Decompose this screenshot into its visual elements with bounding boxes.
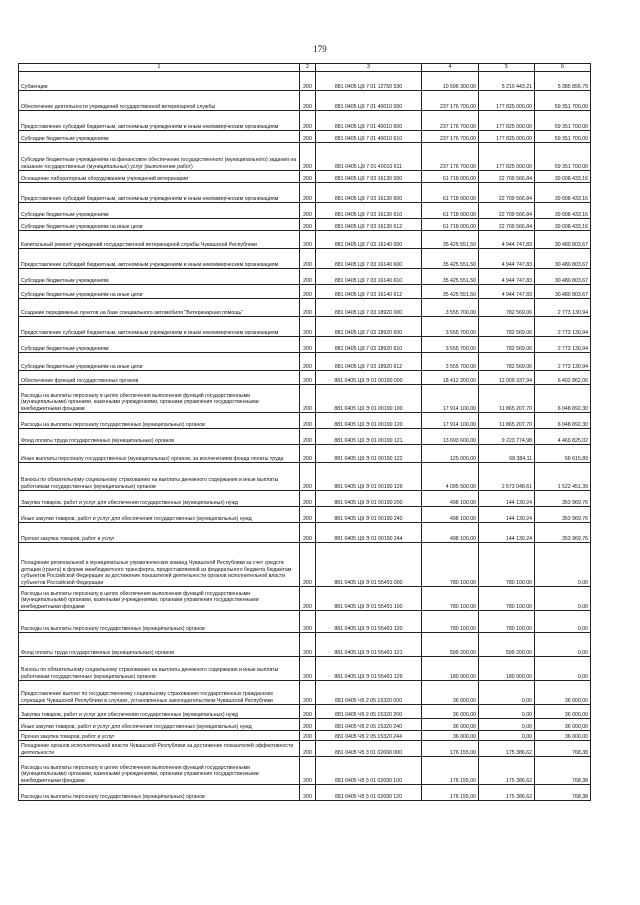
row-section-cell: 200: [300, 299, 316, 317]
row-executed-cell: 11 865 207,70: [479, 385, 535, 413]
row-code-cell: 881 0405 Ц9 Э 01 00190 244: [316, 523, 422, 543]
table-row: [19, 705, 591, 719]
row-executed-cell: 4 944 747,83: [479, 269, 535, 285]
row-name-cell: Иные закупки товаров, работ и услуг для обеспечения государственных (муниципальных) нужд: [19, 719, 300, 731]
table-row: [19, 757, 591, 785]
row-plan-cell: 237 176 700,00: [422, 131, 479, 143]
row-plan-cell: 498 100,00: [422, 523, 479, 543]
row-section-cell: 200: [300, 463, 316, 491]
row-remainder-cell: 59 351 700,00: [535, 91, 591, 111]
row-code-cell: 881 0405 Ц9 7 03 16130 610: [316, 203, 422, 219]
row-section-cell: 200: [300, 611, 316, 633]
row-remainder-cell: 30 480 803,67: [535, 231, 591, 249]
column-header: 5: [479, 64, 535, 72]
row-remainder-cell: 2 773 130,94: [535, 353, 591, 371]
row-plan-cell: 3 555 700,00: [422, 353, 479, 371]
row-name-cell: Фонд оплаты труда государственных (муниципальных) органов: [19, 633, 300, 657]
column-header: 1: [19, 64, 300, 72]
row-section-cell: 200: [300, 143, 316, 171]
row-code-cell: 881 0405 Ц9 Э 01 55491 120: [316, 611, 422, 633]
row-executed-cell: 782 569,06: [479, 317, 535, 337]
table-row: [19, 445, 591, 463]
row-remainder-cell: 36 000,00: [535, 719, 591, 731]
row-executed-cell: 780 100,00: [479, 543, 535, 587]
table-row: [19, 785, 591, 801]
row-remainder-cell: 2 773 130,94: [535, 337, 591, 353]
row-remainder-cell: 36 000,00: [535, 731, 591, 741]
row-remainder-cell: 353 969,76: [535, 491, 591, 507]
row-executed-cell: 4 944 747,83: [479, 249, 535, 269]
row-remainder-cell: 0,00: [535, 543, 591, 587]
row-remainder-cell: 59 351 700,00: [535, 111, 591, 131]
table-row: [19, 111, 591, 131]
row-plan-cell: 180 900,00: [422, 657, 479, 681]
row-plan-cell: 17 914 100,00: [422, 413, 479, 429]
row-plan-cell: 61 718 000,00: [422, 171, 479, 183]
row-plan-cell: 13 693 600,00: [422, 429, 479, 445]
row-executed-cell: 11 865 207,70: [479, 413, 535, 429]
row-remainder-cell: 0,00: [535, 657, 591, 681]
table-row: [19, 203, 591, 219]
row-remainder-cell: 1 522 451,39: [535, 463, 591, 491]
row-executed-cell: 22 709 566,84: [479, 219, 535, 231]
row-plan-cell: 36 000,00: [422, 719, 479, 731]
table-row: [19, 269, 591, 285]
row-code-cell: 881 0405 Ц9 Э 01 55491 121: [316, 633, 422, 657]
row-code-cell: 881 0405 Ц9 7 03 16140 000: [316, 231, 422, 249]
row-code-cell: 881 0405 Ц9 7 01 12750 530: [316, 72, 422, 91]
table-row: [19, 633, 591, 657]
row-remainder-cell: 30 480 803,67: [535, 249, 591, 269]
row-executed-cell: 0,00: [479, 681, 535, 705]
row-code-cell: 881 0405 Ц9 Э 01 00190 240: [316, 507, 422, 523]
row-plan-cell: 176 155,00: [422, 785, 479, 801]
row-executed-cell: 177 825 000,00: [479, 91, 535, 111]
row-code-cell: 881 0405 Ц9 Э 01 00190 129: [316, 463, 422, 491]
row-executed-cell: 68 384,11: [479, 445, 535, 463]
row-executed-cell: 780 100,00: [479, 587, 535, 611]
row-code-cell: 881 0405 Ц9 7 03 16130 612: [316, 219, 422, 231]
table-row: [19, 657, 591, 681]
row-code-cell: 881 0405 Ц9 7 03 18920 000: [316, 299, 422, 317]
row-remainder-cell: 36 000,00: [535, 681, 591, 705]
row-remainder-cell: 353 969,76: [535, 507, 591, 523]
table-row: [19, 183, 591, 203]
row-section-cell: 200: [300, 231, 316, 249]
row-name-cell: Расходы на выплаты персоналу в целях обеспечения выполнения функций государственными (муниципальными) органами, казенными учреждениями, органами управления государственными внебюджетными фондами: [19, 757, 300, 785]
row-remainder-cell: 768,38: [535, 741, 591, 757]
row-remainder-cell: 59 351 700,00: [535, 143, 591, 171]
row-remainder-cell: 39 008 433,16: [535, 171, 591, 183]
row-code-cell: 881 0405 Ц9 7 03 16140 600: [316, 249, 422, 269]
row-section-cell: 200: [300, 385, 316, 413]
row-remainder-cell: 39 008 433,16: [535, 219, 591, 231]
row-section-cell: 200: [300, 445, 316, 463]
row-name-cell: Создание передвижных пунктов на базе специального автомобиля "Ветеринарная помощь": [19, 299, 300, 317]
row-executed-cell: 177 825 000,00: [479, 131, 535, 143]
row-executed-cell: 144 130,24: [479, 507, 535, 523]
table-row: [19, 429, 591, 445]
row-code-cell: 881 0405 Ц9 Э 01 00190 122: [316, 445, 422, 463]
row-remainder-cell: 56 615,89: [535, 445, 591, 463]
row-name-cell: Закупка товаров, работ и услуг для обеспечения государственных (муниципальных) нужд: [19, 705, 300, 719]
row-section-cell: 200: [300, 72, 316, 91]
row-section-cell: 200: [300, 317, 316, 337]
table-row: [19, 463, 591, 491]
table-row: [19, 491, 591, 507]
row-name-cell: Субсидии бюджетным учреждениям: [19, 337, 300, 353]
row-section-cell: 200: [300, 681, 316, 705]
row-plan-cell: 780 100,00: [422, 611, 479, 633]
row-plan-cell: 3 555 700,00: [422, 317, 479, 337]
row-code-cell: 881 0405 Ц9 Э 01 00190 100: [316, 385, 422, 413]
row-section-cell: 200: [300, 171, 316, 183]
column-header: 2: [300, 64, 316, 72]
row-name-cell: Субсидии бюджетным учреждениям: [19, 269, 300, 285]
row-plan-cell: 780 100,00: [422, 587, 479, 611]
table-row: [19, 299, 591, 317]
table-row: [19, 249, 591, 269]
row-code-cell: 881 0405 Ц9 7 01 40010 000: [316, 91, 422, 111]
row-code-cell: 881 0405 Ц9 7 03 16140 610: [316, 269, 422, 285]
row-plan-cell: 17 914 100,00: [422, 385, 479, 413]
table-row: [19, 385, 591, 413]
row-name-cell: Фонд оплаты труда государственных (муниципальных) органов: [19, 429, 300, 445]
row-code-cell: 881 0405 Ч5 3 01 02690 120: [316, 785, 422, 801]
row-section-cell: 200: [300, 249, 316, 269]
row-name-cell: Иные выплаты персоналу государственных (муниципальных) органов, за исключением фонда оплаты труда: [19, 445, 300, 463]
row-executed-cell: 782 569,06: [479, 337, 535, 353]
table-row: [19, 231, 591, 249]
table-row: [19, 371, 591, 385]
row-plan-cell: 35 425 551,50: [422, 269, 479, 285]
row-code-cell: 881 0405 Ц9 7 03 16130 600: [316, 183, 422, 203]
row-section-cell: 200: [300, 657, 316, 681]
row-executed-cell: 782 569,06: [479, 299, 535, 317]
row-section-cell: 200: [300, 587, 316, 611]
row-section-cell: 200: [300, 719, 316, 731]
row-section-cell: 200: [300, 371, 316, 385]
row-section-cell: 200: [300, 337, 316, 353]
row-section-cell: 200: [300, 785, 316, 801]
table-row: [19, 337, 591, 353]
row-plan-cell: 237 176 700,00: [422, 143, 479, 171]
row-code-cell: 881 0405 Ц9 Э 01 00190 200: [316, 491, 422, 507]
row-code-cell: 881 0405 Ц9 Э 01 55491 100: [316, 587, 422, 611]
row-section-cell: 200: [300, 491, 316, 507]
row-executed-cell: 175 386,62: [479, 741, 535, 757]
table-row: [19, 523, 591, 543]
row-name-cell: Предоставление субсидий бюджетным, автономным учреждениям и иным некоммерческим организациям: [19, 317, 300, 337]
row-executed-cell: 0,00: [479, 731, 535, 741]
row-executed-cell: 9 223 774,98: [479, 429, 535, 445]
row-executed-cell: 22 709 566,84: [479, 203, 535, 219]
row-remainder-cell: 4 469 825,02: [535, 429, 591, 445]
row-plan-cell: 35 425 551,50: [422, 231, 479, 249]
row-code-cell: 881 0405 Ц9 7 03 16140 612: [316, 285, 422, 299]
row-section-cell: 200: [300, 183, 316, 203]
table-row: [19, 587, 591, 611]
row-remainder-cell: 39 008 433,16: [535, 203, 591, 219]
row-name-cell: Субсидии бюджетным учреждениям: [19, 131, 300, 143]
row-name-cell: Поощрение региональной и муниципальных управленческих команд Чувашской Республики за счет средств дотации (гранта) в форме межбюджетного трансферта, предоставляемой из федерального бюджета бюджетам субъектов Российской Федерации за достижение показателей деятельности органов исполнительной власти субъектов Российской Федерации: [19, 543, 300, 587]
row-executed-cell: 4 944 747,83: [479, 231, 535, 249]
row-executed-cell: 782 569,06: [479, 353, 535, 371]
row-section-cell: 200: [300, 633, 316, 657]
row-remainder-cell: 0,00: [535, 587, 591, 611]
table-row: [19, 353, 591, 371]
table-row: [19, 731, 591, 741]
row-remainder-cell: 0,00: [535, 611, 591, 633]
row-section-cell: 200: [300, 523, 316, 543]
row-name-cell: Предоставление субсидий бюджетным, автономным учреждениям и иным некоммерческим организациям: [19, 111, 300, 131]
row-remainder-cell: 6 048 892,30: [535, 385, 591, 413]
row-remainder-cell: 2 773 130,94: [535, 299, 591, 317]
row-name-cell: Закупка товаров, работ и услуг для обеспечения государственных (муниципальных) нужд: [19, 491, 300, 507]
table-row: [19, 543, 591, 587]
row-plan-cell: 61 718 000,00: [422, 203, 479, 219]
row-plan-cell: 36 000,00: [422, 731, 479, 741]
row-code-cell: 881 0405 Ч5 2 05 15320 200: [316, 705, 422, 719]
row-code-cell: 881 0405 Ч5 3 01 02690 000: [316, 741, 422, 757]
row-executed-cell: 144 130,24: [479, 523, 535, 543]
row-code-cell: 881 0405 Ц9 7 03 18920 612: [316, 353, 422, 371]
row-plan-cell: 36 000,00: [422, 705, 479, 719]
row-plan-cell: 176 155,00: [422, 741, 479, 757]
row-section-cell: 200: [300, 269, 316, 285]
row-executed-cell: 0,00: [479, 705, 535, 719]
row-code-cell: 881 0405 Ц9 7 03 18920 610: [316, 337, 422, 353]
row-name-cell: Расходы на выплаты персоналу государственных (муниципальных) органов: [19, 785, 300, 801]
row-section-cell: 200: [300, 91, 316, 111]
row-code-cell: 881 0405 Ц9 Э 01 00190 121: [316, 429, 422, 445]
row-name-cell: Субсидии бюджетным учреждениям на иные цели: [19, 285, 300, 299]
row-remainder-cell: 6 048 892,30: [535, 413, 591, 429]
table-header-row: [19, 64, 591, 72]
row-code-cell: 881 0405 Ч5 2 05 15320 240: [316, 719, 422, 731]
row-executed-cell: 0,00: [479, 719, 535, 731]
row-section-cell: 200: [300, 731, 316, 741]
row-remainder-cell: 30 480 803,67: [535, 269, 591, 285]
row-section-cell: 200: [300, 285, 316, 299]
row-remainder-cell: 39 008 433,16: [535, 183, 591, 203]
row-code-cell: 881 0405 Ц9 7 01 40010 611: [316, 143, 422, 171]
table-row: [19, 507, 591, 523]
row-code-cell: 881 0405 Ц9 Э 01 55491 129: [316, 657, 422, 681]
row-plan-cell: 498 100,00: [422, 507, 479, 523]
row-executed-cell: 177 825 000,00: [479, 111, 535, 131]
row-executed-cell: 2 573 048,61: [479, 463, 535, 491]
row-name-cell: Прочая закупка товаров, работ и услуг: [19, 523, 300, 543]
row-plan-cell: 3 555 700,00: [422, 337, 479, 353]
row-name-cell: Взносы по обязательному социальному страхованию на выплаты денежного содержания и иные выплаты работникам государственных (муниципальных) органов: [19, 463, 300, 491]
row-plan-cell: 18 412 200,00: [422, 371, 479, 385]
row-plan-cell: 237 176 700,00: [422, 111, 479, 131]
table-row: [19, 681, 591, 705]
column-header: 4: [422, 64, 479, 72]
row-plan-cell: 176 155,00: [422, 757, 479, 785]
row-code-cell: 881 0405 Ч5 2 05 15320 244: [316, 731, 422, 741]
table-row: [19, 317, 591, 337]
row-executed-cell: 599 200,00: [479, 633, 535, 657]
table-row: [19, 91, 591, 111]
row-section-cell: 200: [300, 353, 316, 371]
row-executed-cell: 4 944 747,83: [479, 285, 535, 299]
row-name-cell: Субсидии бюджетным учреждениям на финансовое обеспечение государственного (муниципального) задания на оказание государственных (муниципальных) услуг (выполнение работ): [19, 143, 300, 171]
row-plan-cell: 3 555 700,00: [422, 299, 479, 317]
budget-table: [18, 63, 591, 801]
row-section-cell: 200: [300, 543, 316, 587]
row-executed-cell: 780 100,00: [479, 611, 535, 633]
row-plan-cell: 36 000,00: [422, 681, 479, 705]
table-row: [19, 131, 591, 143]
row-plan-cell: 599 200,00: [422, 633, 479, 657]
row-remainder-cell: 768,38: [535, 785, 591, 801]
row-code-cell: 881 0405 Ц9 7 03 18920 600: [316, 317, 422, 337]
row-code-cell: 881 0405 Ц9 7 03 16130 000: [316, 171, 422, 183]
table-row: [19, 611, 591, 633]
row-name-cell: Субсидии бюджетным учреждениям: [19, 203, 300, 219]
row-section-cell: 200: [300, 507, 316, 523]
row-remainder-cell: 5 385 856,79: [535, 72, 591, 91]
row-name-cell: Расходы на выплаты персоналу в целях обеспечения выполнения функций государственными (муниципальными) органами, казенными учреждениями, органами управления государственными внебюджетными фондами: [19, 587, 300, 611]
row-name-cell: Оснащение лабораторным оборудованием учреждений ветеринарии: [19, 171, 300, 183]
table-row: [19, 171, 591, 183]
row-plan-cell: 498 100,00: [422, 491, 479, 507]
row-executed-cell: 175 386,62: [479, 757, 535, 785]
row-code-cell: 881 0405 Ч5 3 01 02690 100: [316, 757, 422, 785]
row-section-cell: 200: [300, 757, 316, 785]
row-section-cell: 200: [300, 131, 316, 143]
row-plan-cell: 61 718 000,00: [422, 183, 479, 203]
row-executed-cell: 22 709 566,84: [479, 171, 535, 183]
table-row: [19, 143, 591, 171]
row-name-cell: Прочая закупка товаров, работ и услуг: [19, 731, 300, 741]
column-header: 6: [535, 64, 591, 72]
row-executed-cell: 12 009 337,94: [479, 371, 535, 385]
row-remainder-cell: 353 969,76: [535, 523, 591, 543]
row-name-cell: Капитальный ремонт учреждений государственной ветеринарной службы Чувашской Республики: [19, 231, 300, 249]
row-name-cell: Предоставление выплат по государственному социальному страхованию государственных гражданских служащих Чувашской Республики в случаях, установленных законодательством Чувашской Республики: [19, 681, 300, 705]
row-remainder-cell: 30 480 803,67: [535, 285, 591, 299]
row-remainder-cell: 59 351 700,00: [535, 131, 591, 143]
row-executed-cell: 144 130,24: [479, 491, 535, 507]
row-code-cell: 881 0405 Ц9 7 01 40010 600: [316, 111, 422, 131]
table-row: [19, 719, 591, 731]
row-name-cell: Обеспечение деятельности учреждений государственной ветеринарной службы: [19, 91, 300, 111]
row-code-cell: 881 0405 Ц9 7 01 40010 610: [316, 131, 422, 143]
row-section-cell: 200: [300, 705, 316, 719]
row-executed-cell: 22 709 566,84: [479, 183, 535, 203]
table-row: [19, 413, 591, 429]
row-name-cell: Обеспечение функций государственных органов: [19, 371, 300, 385]
row-plan-cell: 4 095 500,00: [422, 463, 479, 491]
row-section-cell: 200: [300, 741, 316, 757]
row-remainder-cell: 6 402 862,06: [535, 371, 591, 385]
row-remainder-cell: 36 000,00: [535, 705, 591, 719]
row-name-cell: Расходы на выплаты персоналу в целях обеспечения выполнения функций государственными (муниципальными) органами, казенными учреждениями, органами управления государственными внебюджетными фондами: [19, 385, 300, 413]
row-code-cell: 881 0405 Ц9 Э 01 00190 000: [316, 371, 422, 385]
column-header: 3: [316, 64, 422, 72]
row-section-cell: 200: [300, 111, 316, 131]
row-name-cell: Субсидии бюджетным учреждениям на иные цели: [19, 219, 300, 231]
row-plan-cell: 35 425 551,50: [422, 285, 479, 299]
row-remainder-cell: 768,38: [535, 757, 591, 785]
row-code-cell: 881 0405 Ц9 Э 01 00190 120: [316, 413, 422, 429]
row-executed-cell: 5 210 443,21: [479, 72, 535, 91]
row-section-cell: 200: [300, 429, 316, 445]
row-name-cell: Субвенции: [19, 72, 300, 91]
row-name-cell: Расходы на выплаты персоналу государственных (муниципальных) органов: [19, 413, 300, 429]
row-section-cell: 200: [300, 203, 316, 219]
row-plan-cell: 237 176 700,00: [422, 91, 479, 111]
row-plan-cell: 35 425 551,50: [422, 249, 479, 269]
table-row: [19, 285, 591, 299]
row-plan-cell: 125 000,00: [422, 445, 479, 463]
row-executed-cell: 177 825 000,00: [479, 143, 535, 171]
table-row: [19, 72, 591, 91]
row-code-cell: 881 0405 Ц9 Э 01 55491 000: [316, 543, 422, 587]
row-name-cell: Предоставление субсидий бюджетным, автономным учреждениям и иным некоммерческим организациям: [19, 183, 300, 203]
table-row: [19, 219, 591, 231]
row-name-cell: Взносы по обязательному социальному страхованию на выплаты денежного содержания и иные выплаты работникам государственных (муниципальных) органов: [19, 657, 300, 681]
row-executed-cell: 180 900,00: [479, 657, 535, 681]
row-name-cell: Субсидии бюджетным учреждениям на иные цели: [19, 353, 300, 371]
row-plan-cell: 780 100,00: [422, 543, 479, 587]
row-section-cell: 200: [300, 413, 316, 429]
row-remainder-cell: 2 773 130,94: [535, 317, 591, 337]
table-row: [19, 741, 591, 757]
row-name-cell: Расходы на выплаты персоналу государственных (муниципальных) органов: [19, 611, 300, 633]
row-section-cell: 200: [300, 219, 316, 231]
row-remainder-cell: 0,00: [535, 633, 591, 657]
row-name-cell: Предоставление субсидий бюджетным, автономным учреждениям и иным некоммерческим организациям: [19, 249, 300, 269]
row-name-cell: Иные закупки товаров, работ и услуг для обеспечения государственных (муниципальных) нужд: [19, 507, 300, 523]
row-plan-cell: 61 718 000,00: [422, 219, 479, 231]
row-executed-cell: 175 386,62: [479, 785, 535, 801]
row-code-cell: 881 0405 Ч5 2 05 15320 000: [316, 681, 422, 705]
page-number: 179: [313, 44, 327, 54]
row-plan-cell: 10 596 300,00: [422, 72, 479, 91]
row-name-cell: Поощрение органов исполнительной власти Чувашской Республики за достижение показателей эффективности деятельности: [19, 741, 300, 757]
